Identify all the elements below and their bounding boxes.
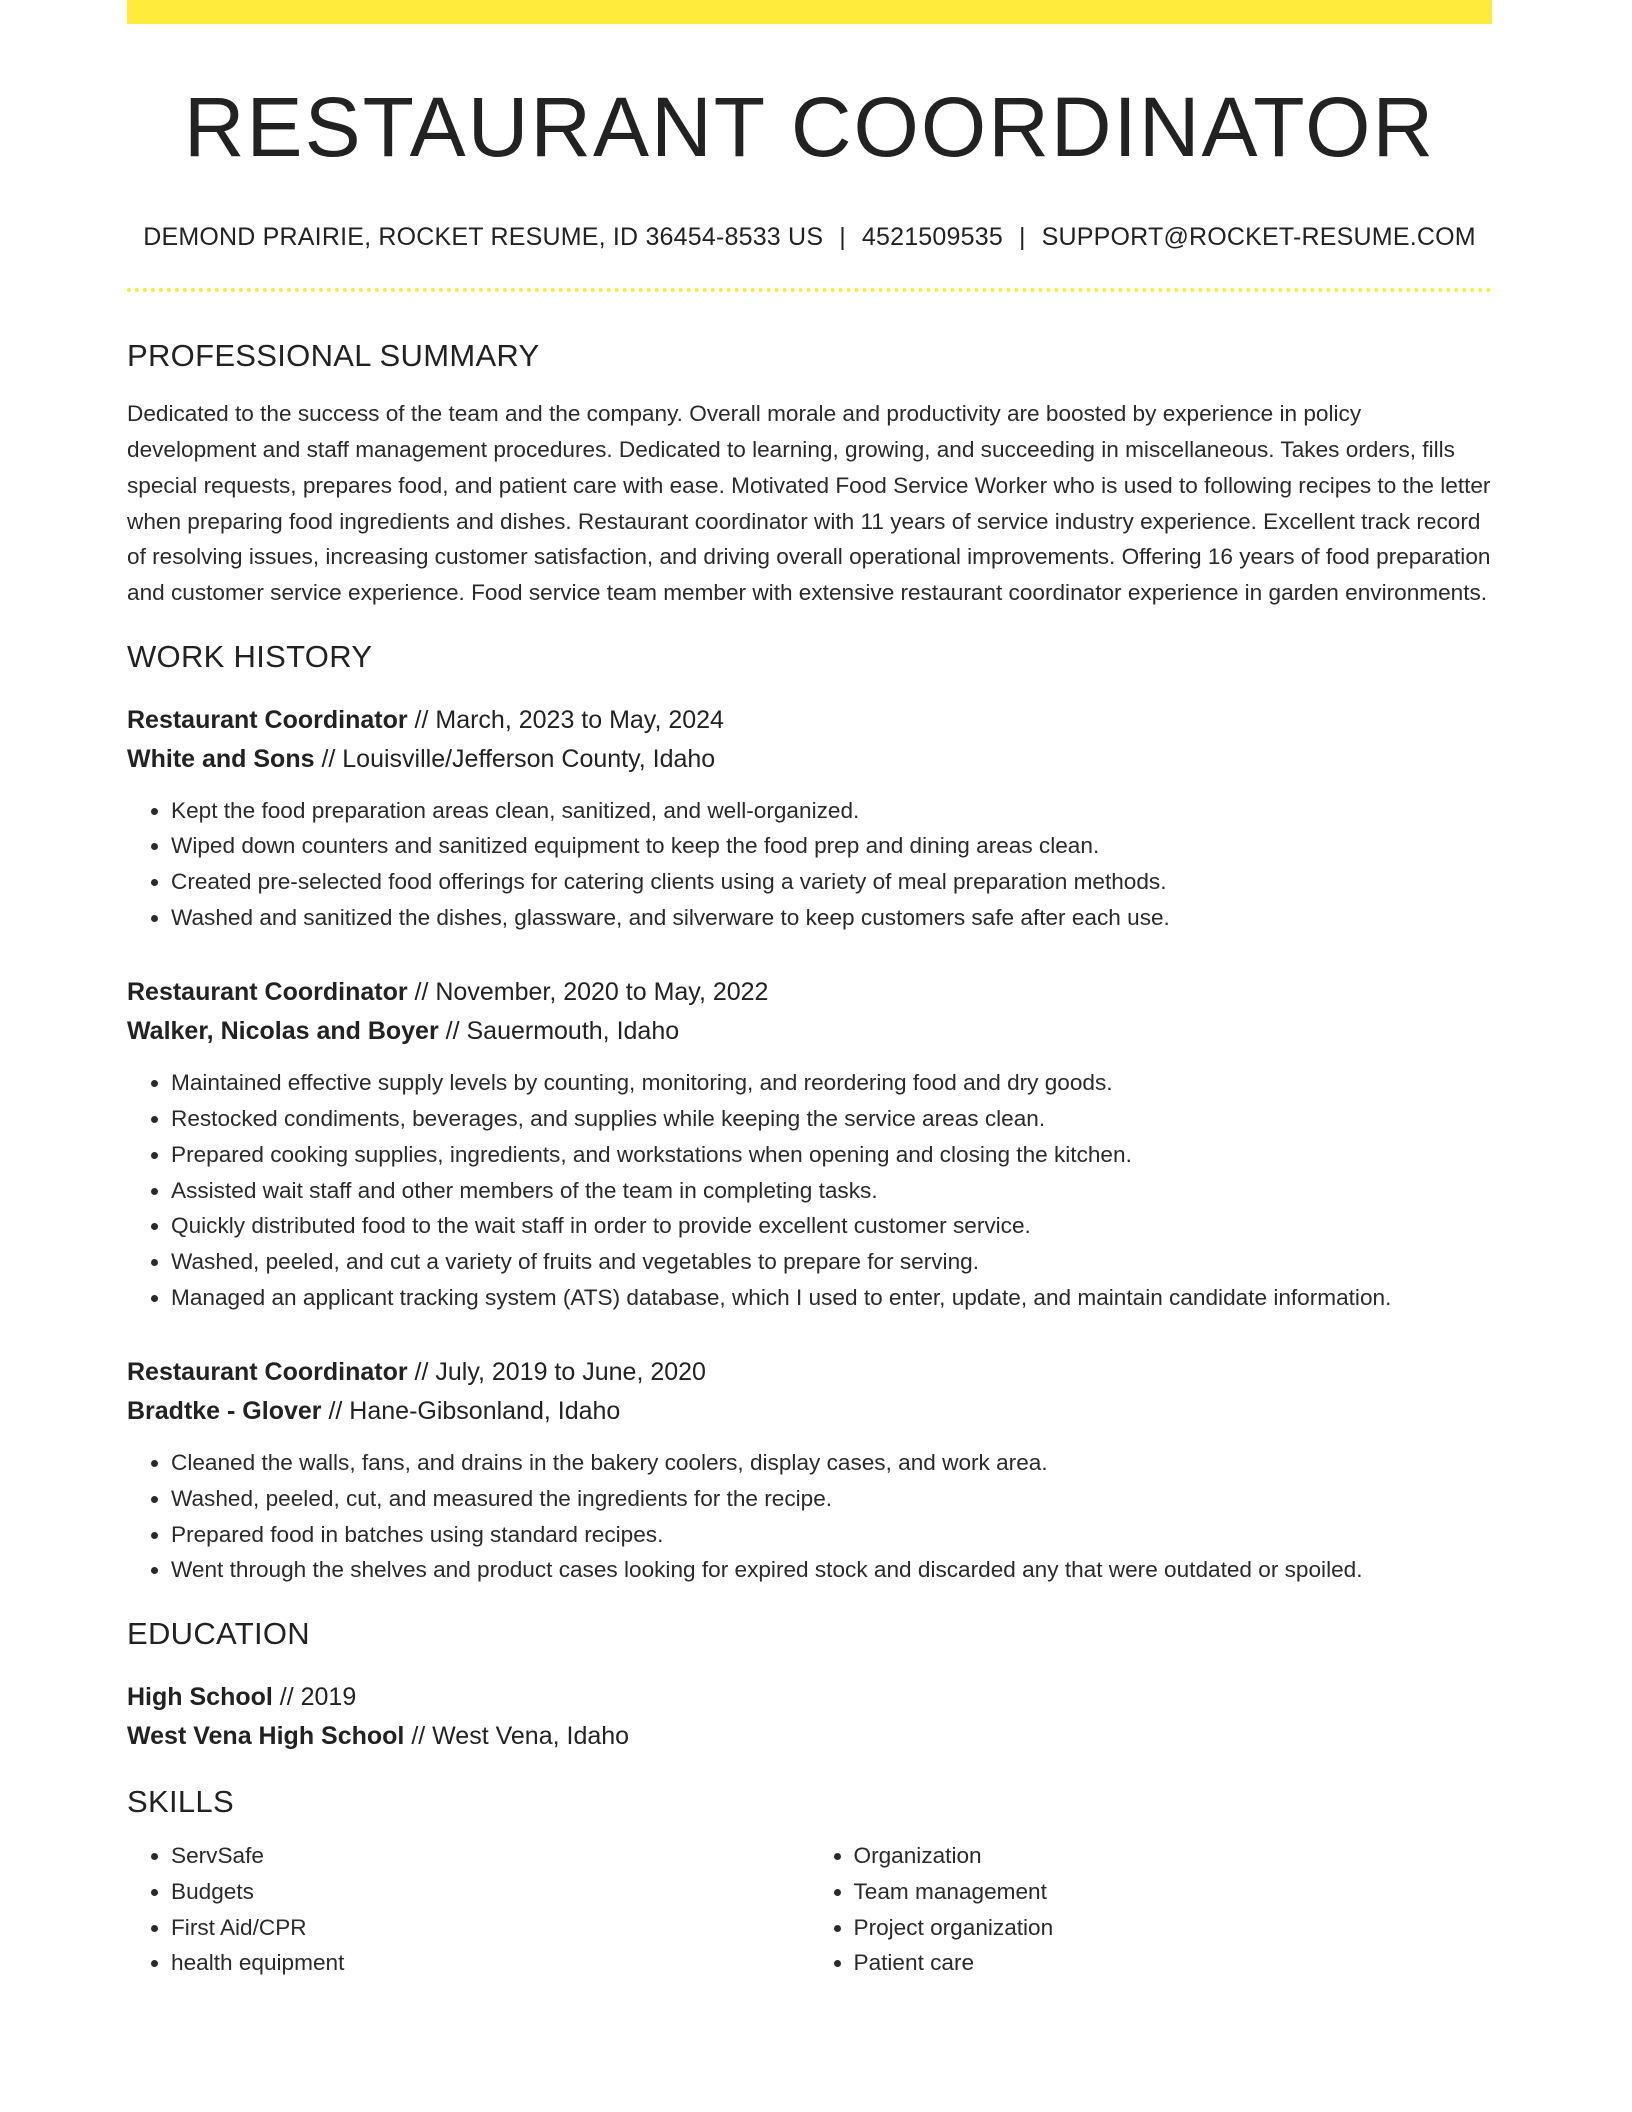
skill-item: • Patient care (854, 1945, 1493, 1981)
job-bullet: • Restocked condiments, beverages, and supplies while keeping the service areas clean. (171, 1101, 1492, 1137)
contact-address: DEMOND PRAIRIE, ROCKET RESUME, ID 36454-8533 US (143, 223, 824, 252)
job-entry (127, 973, 1492, 1315)
contact-email[interactable]: SUPPORT@ROCKET-RESUME.COM (1041, 223, 1476, 252)
skill-item: • health equipment (171, 1945, 810, 1981)
skills-heading: SKILLS (127, 1784, 234, 1820)
education-location: // West Vena, Idaho (404, 1722, 630, 1751)
job-location: // Hane-Gibsonland, Idaho (321, 1397, 621, 1426)
contact-separator: | (839, 223, 846, 252)
job-bullet: • Prepared food in batches using standard recipes. (171, 1517, 1492, 1553)
job-role: Restaurant Coordinator (127, 705, 408, 734)
job-entry (127, 701, 1492, 936)
summary-heading: PROFESSIONAL SUMMARY (127, 338, 540, 374)
education-school: West Vena High School (127, 1722, 405, 1751)
education-entry (127, 1678, 1492, 1756)
job-bullet: • Wiped down counters and sanitized equipment to keep the food prep and dining areas clean. (171, 828, 1492, 864)
resume-title: RESTAURANT COORDINATOR (183, 80, 1436, 174)
skill-item: • First Aid/CPR (171, 1910, 810, 1946)
job-bullet: • Went through the shelves and product cases looking for expired stock and discarded any that were outdated or spoiled. (171, 1552, 1492, 1588)
job-company: Bradtke - Glover (127, 1397, 322, 1426)
job-bullet: • Washed, peeled, and cut a variety of fruits and vegetables to prepare for serving. (171, 1244, 1492, 1280)
summary-text: Dedicated to the success of the team and the company. Overall morale and productivity are boosted by experience in policy development and staff management procedures. Dedicated to learning, growing, and succeeding in miscellaneous. Takes orders, fills special requests, prepares food, and patient care with ease. Motivated Food Service Worker who is used to following recipes to the letter when preparing food ingredients and dishes. Restaurant coordinator with 11 years of service industry experience. Excellent track record of resolving issues, increasing customer satisfaction, and driving overall operational improvements. Offering 16 years of food preparation and customer service experience. Food service team member with extensive restaurant coordinator experience in garden environments. (127, 401, 1491, 605)
job-role: Restaurant Coordinator (127, 1358, 408, 1387)
job-bullet: • Assisted wait staff and other members of the team in completing tasks. (171, 1173, 1492, 1209)
job-role-line (127, 973, 1492, 1012)
skill-item: • Budgets (171, 1874, 810, 1910)
job-bullet-list (127, 1065, 1492, 1315)
skill-item: • Team management (854, 1874, 1493, 1910)
job-role-line (127, 1353, 1492, 1392)
job-company: Walker, Nicolas and Boyer (127, 1017, 439, 1046)
job-bullet-list (127, 1445, 1492, 1588)
job-bullet: • Prepared cooking supplies, ingredients, and workstations when opening and closing the kitchen. (171, 1137, 1492, 1173)
job-bullet: • Washed and sanitized the dishes, glassware, and silverware to keep customers safe after each use. (171, 900, 1492, 936)
job-bullet: • Kept the food preparation areas clean, sanitized, and well-organized. (171, 793, 1492, 829)
skill-item: • ServSafe (171, 1838, 810, 1874)
job-dates: // July, 2019 to June, 2020 (407, 1358, 706, 1387)
skills-list-right (810, 1838, 1493, 1981)
job-bullet: • Created pre-selected food offerings for catering clients using a variety of meal preparation methods. (171, 864, 1492, 900)
education-degree: High School (127, 1683, 273, 1712)
skills-list-left (127, 1838, 810, 1981)
job-entry (127, 1353, 1492, 1588)
accent-top-bar (127, 0, 1492, 24)
job-bullet: • Maintained effective supply levels by counting, monitoring, and reordering food and dry goods. (171, 1065, 1492, 1101)
job-company: White and Sons (127, 744, 315, 773)
job-dates: // November, 2020 to May, 2022 (407, 978, 769, 1007)
skills-grid (127, 1838, 1492, 1981)
job-role: Restaurant Coordinator (127, 978, 408, 1007)
job-location: // Sauermouth, Idaho (438, 1017, 680, 1046)
resume-page (127, 0, 1492, 1981)
education-year: // 2019 (272, 1683, 357, 1712)
education-degree-line (127, 1678, 1492, 1717)
job-bullet: • Quickly distributed food to the wait staff in order to provide excellent customer service. (171, 1208, 1492, 1244)
job-role-line (127, 701, 1492, 740)
job-bullet-list (127, 793, 1492, 936)
work-history-heading: WORK HISTORY (127, 638, 373, 674)
job-company-line (127, 740, 1492, 779)
job-location: // Louisville/Jefferson County, Idaho (314, 744, 716, 773)
skill-item: • Organization (854, 1838, 1493, 1874)
dotted-divider (127, 288, 1492, 292)
job-bullet: • Managed an applicant tracking system (ATS) database, which I used to enter, update, and maintain candidate information. (171, 1280, 1492, 1316)
contact-phone: 4521509535 (861, 223, 1003, 252)
education-heading: EDUCATION (127, 1616, 310, 1652)
job-company-line (127, 1012, 1492, 1051)
skill-item: • Project organization (854, 1910, 1493, 1946)
job-company-line (127, 1392, 1492, 1431)
contact-line (127, 223, 1492, 252)
education-school-line (127, 1717, 1492, 1756)
contact-separator: | (1018, 223, 1026, 252)
job-dates: // March, 2023 to May, 2024 (407, 705, 724, 734)
job-bullet: • Cleaned the walls, fans, and drains in the bakery coolers, display cases, and work area. (171, 1445, 1492, 1481)
job-bullet: • Washed, peeled, cut, and measured the ingredients for the recipe. (171, 1481, 1492, 1517)
